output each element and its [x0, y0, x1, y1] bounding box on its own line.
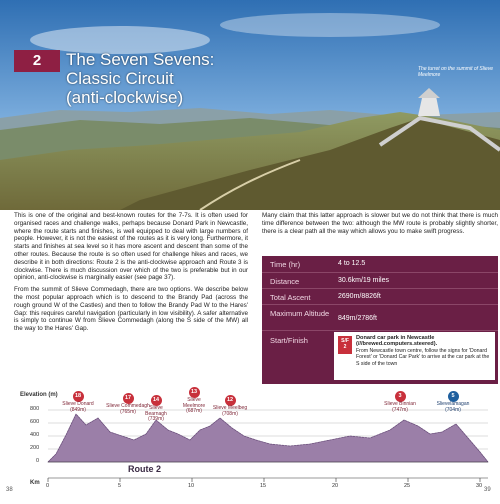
- photo-caption: The turret on the summit of Slieve Meelmore: [418, 66, 494, 78]
- x-tick-label: 0: [46, 483, 50, 489]
- body-paragraph: Many claim that this latter approach is slower but we do not think that there is much time difference between the two: although the MW route is probably slightly shorter, there is a clear path all the way which allows you to make swift progress.: [262, 212, 498, 235]
- summit-name: Slieve Donard: [62, 401, 94, 407]
- y-tick-label: 200: [30, 445, 40, 451]
- body-paragraph: From the summit of Slieve Commedagh, there are two options. We describe below the most popular approach which is to descend to the Brandy Pad (across the rough ground W of the Castles) and then to follow the Brandy Pad W to the Hares' Gap: this requires careful navigation (particularly in low visibility). A safer alternative is simply to continue W from Slieve Commedagh (along the S side of the MW) all the way to the Hares' Gap.: [14, 286, 248, 333]
- route-label: Route 2: [128, 464, 162, 474]
- summit-number-badge: 5: [448, 391, 459, 402]
- stat-label: Start/Finish: [270, 336, 308, 345]
- stat-row-ascent: [262, 288, 498, 305]
- y-tick-label: 400: [30, 432, 40, 438]
- page-title-line-3: (anti-clockwise): [66, 88, 184, 107]
- start-finish-title: Donard car park in Newcastle: [356, 335, 435, 341]
- summit-number-badge: 18: [73, 391, 84, 402]
- page-title-line-2: Classic Circuit: [66, 69, 174, 88]
- stat-label: Time (hr): [270, 260, 301, 269]
- x-axis-label: Km: [30, 480, 40, 486]
- summit-height: (739m): [148, 416, 164, 423]
- summit-height: (704m): [445, 406, 461, 413]
- summit-height: (708m): [222, 410, 238, 417]
- summit-marker-meelmore: [176, 378, 212, 415]
- summit-marker-meelbeg: [212, 386, 248, 417]
- summit-name: Slieve Bearnagh: [145, 405, 167, 417]
- summit-height: (747m): [392, 406, 408, 413]
- x-tick-label: 25: [404, 483, 411, 489]
- summit-number-badge: 3: [395, 391, 406, 402]
- page-number-left: 38: [6, 487, 13, 493]
- sf-badge-line1: S/F: [341, 338, 349, 344]
- left-column: [14, 212, 248, 337]
- start-finish-directions: From Newcastle town centre, follow the signs for 'Donard Forest' or 'Donard Car Park' to arrive at the car park at the S side of the town: [356, 347, 490, 367]
- stat-label: Distance: [270, 277, 300, 286]
- summit-number-badge: 13: [189, 387, 200, 398]
- summit-name: Slieve Commedagh: [106, 403, 150, 409]
- summit-marker-slievelamagan: [430, 382, 476, 413]
- summit-marker-bearnagh: [138, 386, 174, 423]
- summit-height: (849m): [70, 406, 86, 413]
- sf-badge-line2: 2: [343, 344, 347, 350]
- summit-number-badge: 12: [225, 395, 236, 406]
- route-stats-panel: [262, 256, 498, 384]
- summit-height: (765m): [120, 408, 136, 415]
- x-tick-label: 5: [118, 483, 122, 489]
- start-finish-badge: [338, 336, 352, 354]
- summit-marker-binnian: [384, 382, 416, 413]
- x-tick-label: 15: [260, 483, 267, 489]
- x-tick-label: 10: [188, 483, 195, 489]
- route-number-badge: 2: [14, 50, 60, 72]
- stat-value: 4 to 12.5: [338, 260, 366, 267]
- summit-name: Slievelamagan: [436, 401, 470, 407]
- y-tick-label: 0: [36, 458, 40, 464]
- stat-value: 30.6km/19 miles: [338, 277, 389, 284]
- stat-value: 2690m/8826ft: [338, 293, 381, 300]
- page-title-line-1: The Seven Sevens:: [66, 50, 215, 69]
- start-finish-text: [356, 335, 492, 367]
- x-tick-label: 20: [332, 483, 339, 489]
- right-column: [262, 212, 498, 239]
- stat-row-distance: [262, 272, 498, 289]
- stat-value: 849m/2786ft: [338, 315, 377, 322]
- profile-ylabel: Elevation (m): [20, 392, 58, 398]
- x-tick-label: 30: [476, 483, 483, 489]
- y-tick-label: 600: [30, 419, 40, 425]
- summit-marker-donard: [62, 382, 94, 413]
- stat-label: Maximum Altitude: [270, 309, 330, 318]
- elevation-profile: [0, 390, 500, 500]
- page-number-right: 39: [484, 487, 491, 493]
- summit-height: (687m): [186, 408, 202, 415]
- body-paragraph: This is one of the original and best-known routes for the 7-7s. It is often used for organised races and challenge walks, perhaps because Donard Park in Newcastle, where the route starts and finishes, is well equipped to deal with large numbers of people. However, it is not the easiest of the routes as it is very long. Furthermore, it starts and finishes at sea level so it has more ascent and descent than some of the other routes. Because the route is so often used for challenge hikes and races, we describe it in both directions: Route 2 is the anti-clockwise approach and Route 3 is clockwise. There is much discussion over which of the two is preferable but in our opinion, anti-clockwise is marginally easier (see page 37).: [14, 212, 248, 282]
- summit-number-badge: 14: [151, 395, 162, 406]
- start-finish-box: [334, 332, 495, 380]
- summit-name: Slieve Meelbeg: [212, 405, 248, 411]
- stat-row-time: [262, 256, 498, 272]
- summit-name: Slieve Meelmore: [182, 397, 206, 409]
- stat-row-altitude: [262, 304, 498, 331]
- y-tick-label: 800: [30, 406, 40, 412]
- what3words-address: (///brewed.computers.steered).: [356, 341, 438, 348]
- stat-label: Total Ascent: [270, 293, 311, 302]
- summit-number-badge: 17: [123, 393, 134, 404]
- summit-name: Slieve Binnian: [384, 401, 416, 407]
